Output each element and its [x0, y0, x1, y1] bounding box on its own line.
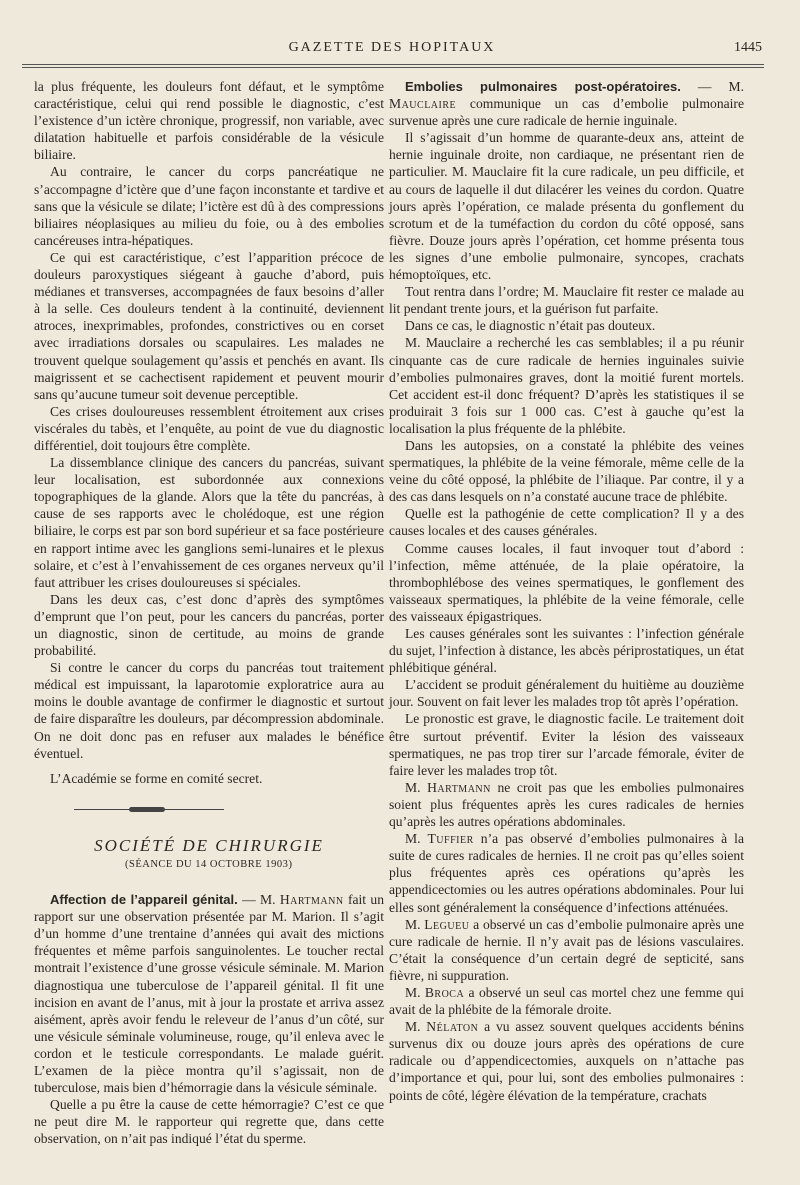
- header-rule: [22, 64, 764, 65]
- paragraph: Quelle a pu être la cause de cette hémorragie? C’est ce que ne peut dire M. le rapporteur qui regrette que, dans cette observation, on n’ait pas indiqué l’état du sperme.: [34, 1097, 384, 1147]
- article-paragraph: Affection de l’appareil génital. — M. Hartmann fait un rapport sur une observation présentée par M. Marion. Il s’agit d’un homme d’une trentaine d’années qui avait des mictions fréquentes et même parfois sanguinolentes. Le toucher rectal montrait l’existence d’une grosse vésicule séminale. M. Marion diagnostiqua une tuberculose de l’appareil génital. Il fit une incision en avant de l’anus, mit à jour la prostate et arriva assez aisément, après avoir fendu le releveur de l’anus d’un côté, sur une vésicule séminale volumineuse, rouge, qu’il enleva avec le cordon et le testicule correspondants. Le malade guérit. L’examen de la pièce montra qu’il s’agissait, non de tuberculose, mais bien d’hémorragie dans la vésicule séminale.: [34, 892, 384, 1096]
- paragraph: Le pronostic est grave, le diagnostic facile. Le traitement doit être surtout préventif. Eviter la lésion des vaisseaux spermatiques, ne pas trop tirer sur l’arcade fémorale, éviter de faire lever les malades trop tôt.: [389, 711, 744, 778]
- paragraph: Si contre le cancer du corps du pancréas tout traitement médical est impuissant, la laparotomie exploratrice aura au moins le double avantage de confirmer le diagnostic et surtout de faire disparaître les douleurs, par décompression abdominale. On ne doit donc pas en refuser aux malades le bénéfice éventuel.: [34, 660, 384, 761]
- session-date: (SÉANCE DU 14 OCTOBRE 1903): [125, 857, 293, 870]
- paragraph: La dissemblance clinique des cancers du pancréas, suivant leur localisation, est subordonnée aux connexions topographiques de la glande. Alors que la tête du pancréas, à cause de ses rapports avec le cholédoque, est une région biliaire, le corps est par son bord supérieur et sa face postérieure en rapport intime avec les ganglions semi-lunaires et le plexus solaire, et c’est à l’envahissement de ces organes nerveux qu’il faut attribuer les crises douloureuses si spéciales.: [34, 455, 384, 590]
- paragraph: Dans les autopsies, on a constaté la phlébite des veines spermatiques, la phlébite de la veine fémorale, même celle de la veine du côté opposé, la phlébite de l’iliaque. Par contre, il y a des cas dans lesquels on n’a constaté aucune trace de phlébite.: [389, 437, 744, 505]
- paragraph: Ce qui est caractéristique, c’est l’apparition précoce de douleurs paroxystiques siégeant à gauche d’abord, puis médianes et transverses, accompagnées de faux besoins d’aller à la selle. Ces douleurs tendent à la continuité, deviennent atroces, inexprimables, profondes, constrictives ou en corset avec irradiations dorsales ou scapulaires. Les malades ne trouvent quelque soulagement qu’assis et penchés en avant. Ils maigrissent et se cachectisent rapidement et peuvent mourir sans qu’aucune tumeur soit devenue perceptible.: [34, 249, 384, 402]
- left-column: [34, 78, 384, 1147]
- article-paragraph: Embolies pulmonaires post-opératoires. — M. Mauclaire communique un cas d’embolie pulmonaire survenue après une cure radicale de hernie inguinale.: [389, 79, 744, 129]
- paragraph: Au contraire, le cancer du corps pancréatique ne s’accompagne d’ictère que d’une façon inconstante et tardive et sans que la vésicule se dilate; l’ictère est dû à des compressions biliaires néoplasiques au milieu du foie, ou à des embolies cancéreuses intra-hépatiques.: [34, 164, 384, 248]
- paragraph: Les causes générales sont les suivantes : l’infection générale du sujet, l’infection à distance, les abcès périprostatiques, un état phlébitique général.: [389, 626, 744, 676]
- author-name: Hartmann: [427, 779, 491, 795]
- paragraph: M. Hartmann ne croit pas que les embolies pulmonaires soient plus fréquentes après les cures radicales de hernies qu’après les autres opérations abdominales.: [389, 779, 744, 830]
- paragraph: M. Legueu a observé un cas d’embolie pulmonaire après une cure radicale de hernie. Il n’y avait pas de lésions vasculaires. C’était la conséquence d’un certain degré de septicité, sans fièvre, ni suppuration.: [389, 916, 744, 983]
- author-name: Legueu: [424, 916, 470, 932]
- running-title: GAZETTE DES HOPITAUX: [288, 40, 496, 55]
- paragraph: Tout rentra dans l’ordre; M. Mauclaire fit rester ce malade au lit pendant trente jours, et la guérison fut parfaite.: [389, 284, 744, 317]
- right-column: [389, 78, 744, 1104]
- paragraph: la plus fréquente, les douleurs font défaut, et le symptôme caractéristique, celui qui rend possible le diagnostic, c’est l’existence d’un ictère chronique, progressif, non variable, avec dilatation habituelle et parfois considérable de la vésicule biliaire.: [34, 79, 384, 163]
- section-divider-ornament: [74, 807, 224, 813]
- paragraph: Comme causes locales, il faut invoquer tout d’abord : l’infection, même atténuée, de la plaie opératoire, la thrombophlébose des veines spermatiques, le gonflement des vaisseaux spermatiques, la phlébite de la veine fémorale, celle des vaisseaux épigastriques.: [389, 540, 744, 624]
- paragraph: M. Nélaton a vu assez souvent quelques accidents bénins survenus dix ou douze jours après des opérations de cure radicale ou d’appendicectomies, auxquels on n’attache pas d’importance et qui, pour lui, sont des embolies pulmonaires : points de côté, légère élévation de la température, crachats: [389, 1019, 744, 1103]
- paragraph: L’accident se produit généralement du huitième au douzième jour. Souvent on fait lever les malades trop tôt après l’opération.: [389, 677, 744, 710]
- paragraph: L’Académie se forme en comité secret.: [50, 770, 263, 786]
- paragraph: Dans les deux cas, c’est donc d’après des symptômes d’emprunt que l’on peut, pour les cancers du pancréas, porter un diagnostic, sinon de certitude, au moins de grande probabilité.: [34, 591, 384, 659]
- paragraph: M. Broca a observé un seul cas mortel chez une femme qui avait de la phlébite de la fémorale droite.: [389, 984, 744, 1018]
- paragraph: Quelle est la pathogénie de cette complication? Il y a des causes locales et des causes générales.: [389, 506, 744, 539]
- author-name: Tuffier: [427, 831, 474, 847]
- author-name: Broca: [424, 984, 465, 1000]
- article-heading: Affection de l’appareil génital.: [50, 892, 238, 908]
- page-number: 1445: [734, 40, 762, 55]
- paragraph: Il s’agissait d’un homme de quarante-deux ans, atteint de hernie inguinale droite, non cardiaque, ne présentant rien de particulier. M. Mauclaire fit la cure radicale, un peu difficile, et au cours de laquelle il dut dilacérer les veines du cordon. Quatre jours après l’opération, ce malade présenta du gonflement du scrotum et de la tuméfaction du cordon du côté opposé, sans fièvre. Douze jours après l’opération, cet homme présenta tous les signes d’une embolie pulmonaire, syncopes, crachats hémoptoïques, etc.: [389, 130, 744, 283]
- author-name: Nélaton: [426, 1019, 479, 1035]
- header-rule-double: [22, 67, 764, 68]
- paragraph: Ces crises douloureuses ressemblent étroitement aux crises viscérales du tabès, et l’enquête, au point de vue du diagnostic différentiel, doit toujours être complète.: [34, 403, 384, 453]
- section-title: SOCIÉTÉ DE CHIRURGIE: [94, 835, 324, 855]
- paragraph: M. Mauclaire a recherché les cas semblables; il a pu réunir cinquante cas de cure radicale de hernies inguinales suivie d’embolies pulmonaires graves, dont la moitié furent mortels. Cet accident est-il donc fréquent? D’après les statistiques il se produirait 3 fois sur 1 000 cas. C’est à gauche qu’est la localisation la plus fréquente de la phlébite.: [389, 335, 744, 436]
- author-name: Hartmann: [279, 892, 344, 908]
- article-heading: Embolies pulmonaires post-opératoires.: [405, 79, 681, 94]
- paragraph: M. Tuffier n’a pas observé d’embolies pulmonaires à la suite de cures radicales de hernies. Il ne croit pas qu’elles soient plus fréquentes après ces opérations qu’après les appendicectomies ou les autres opérations abdominales. Pour lui elles sont généralement la conséquence d’infections atténuées.: [389, 831, 744, 915]
- page-header: [22, 40, 762, 62]
- author-name: Mauclaire: [389, 96, 457, 112]
- paragraph: Dans ce cas, le diagnostic n’était pas douteux.: [405, 318, 656, 334]
